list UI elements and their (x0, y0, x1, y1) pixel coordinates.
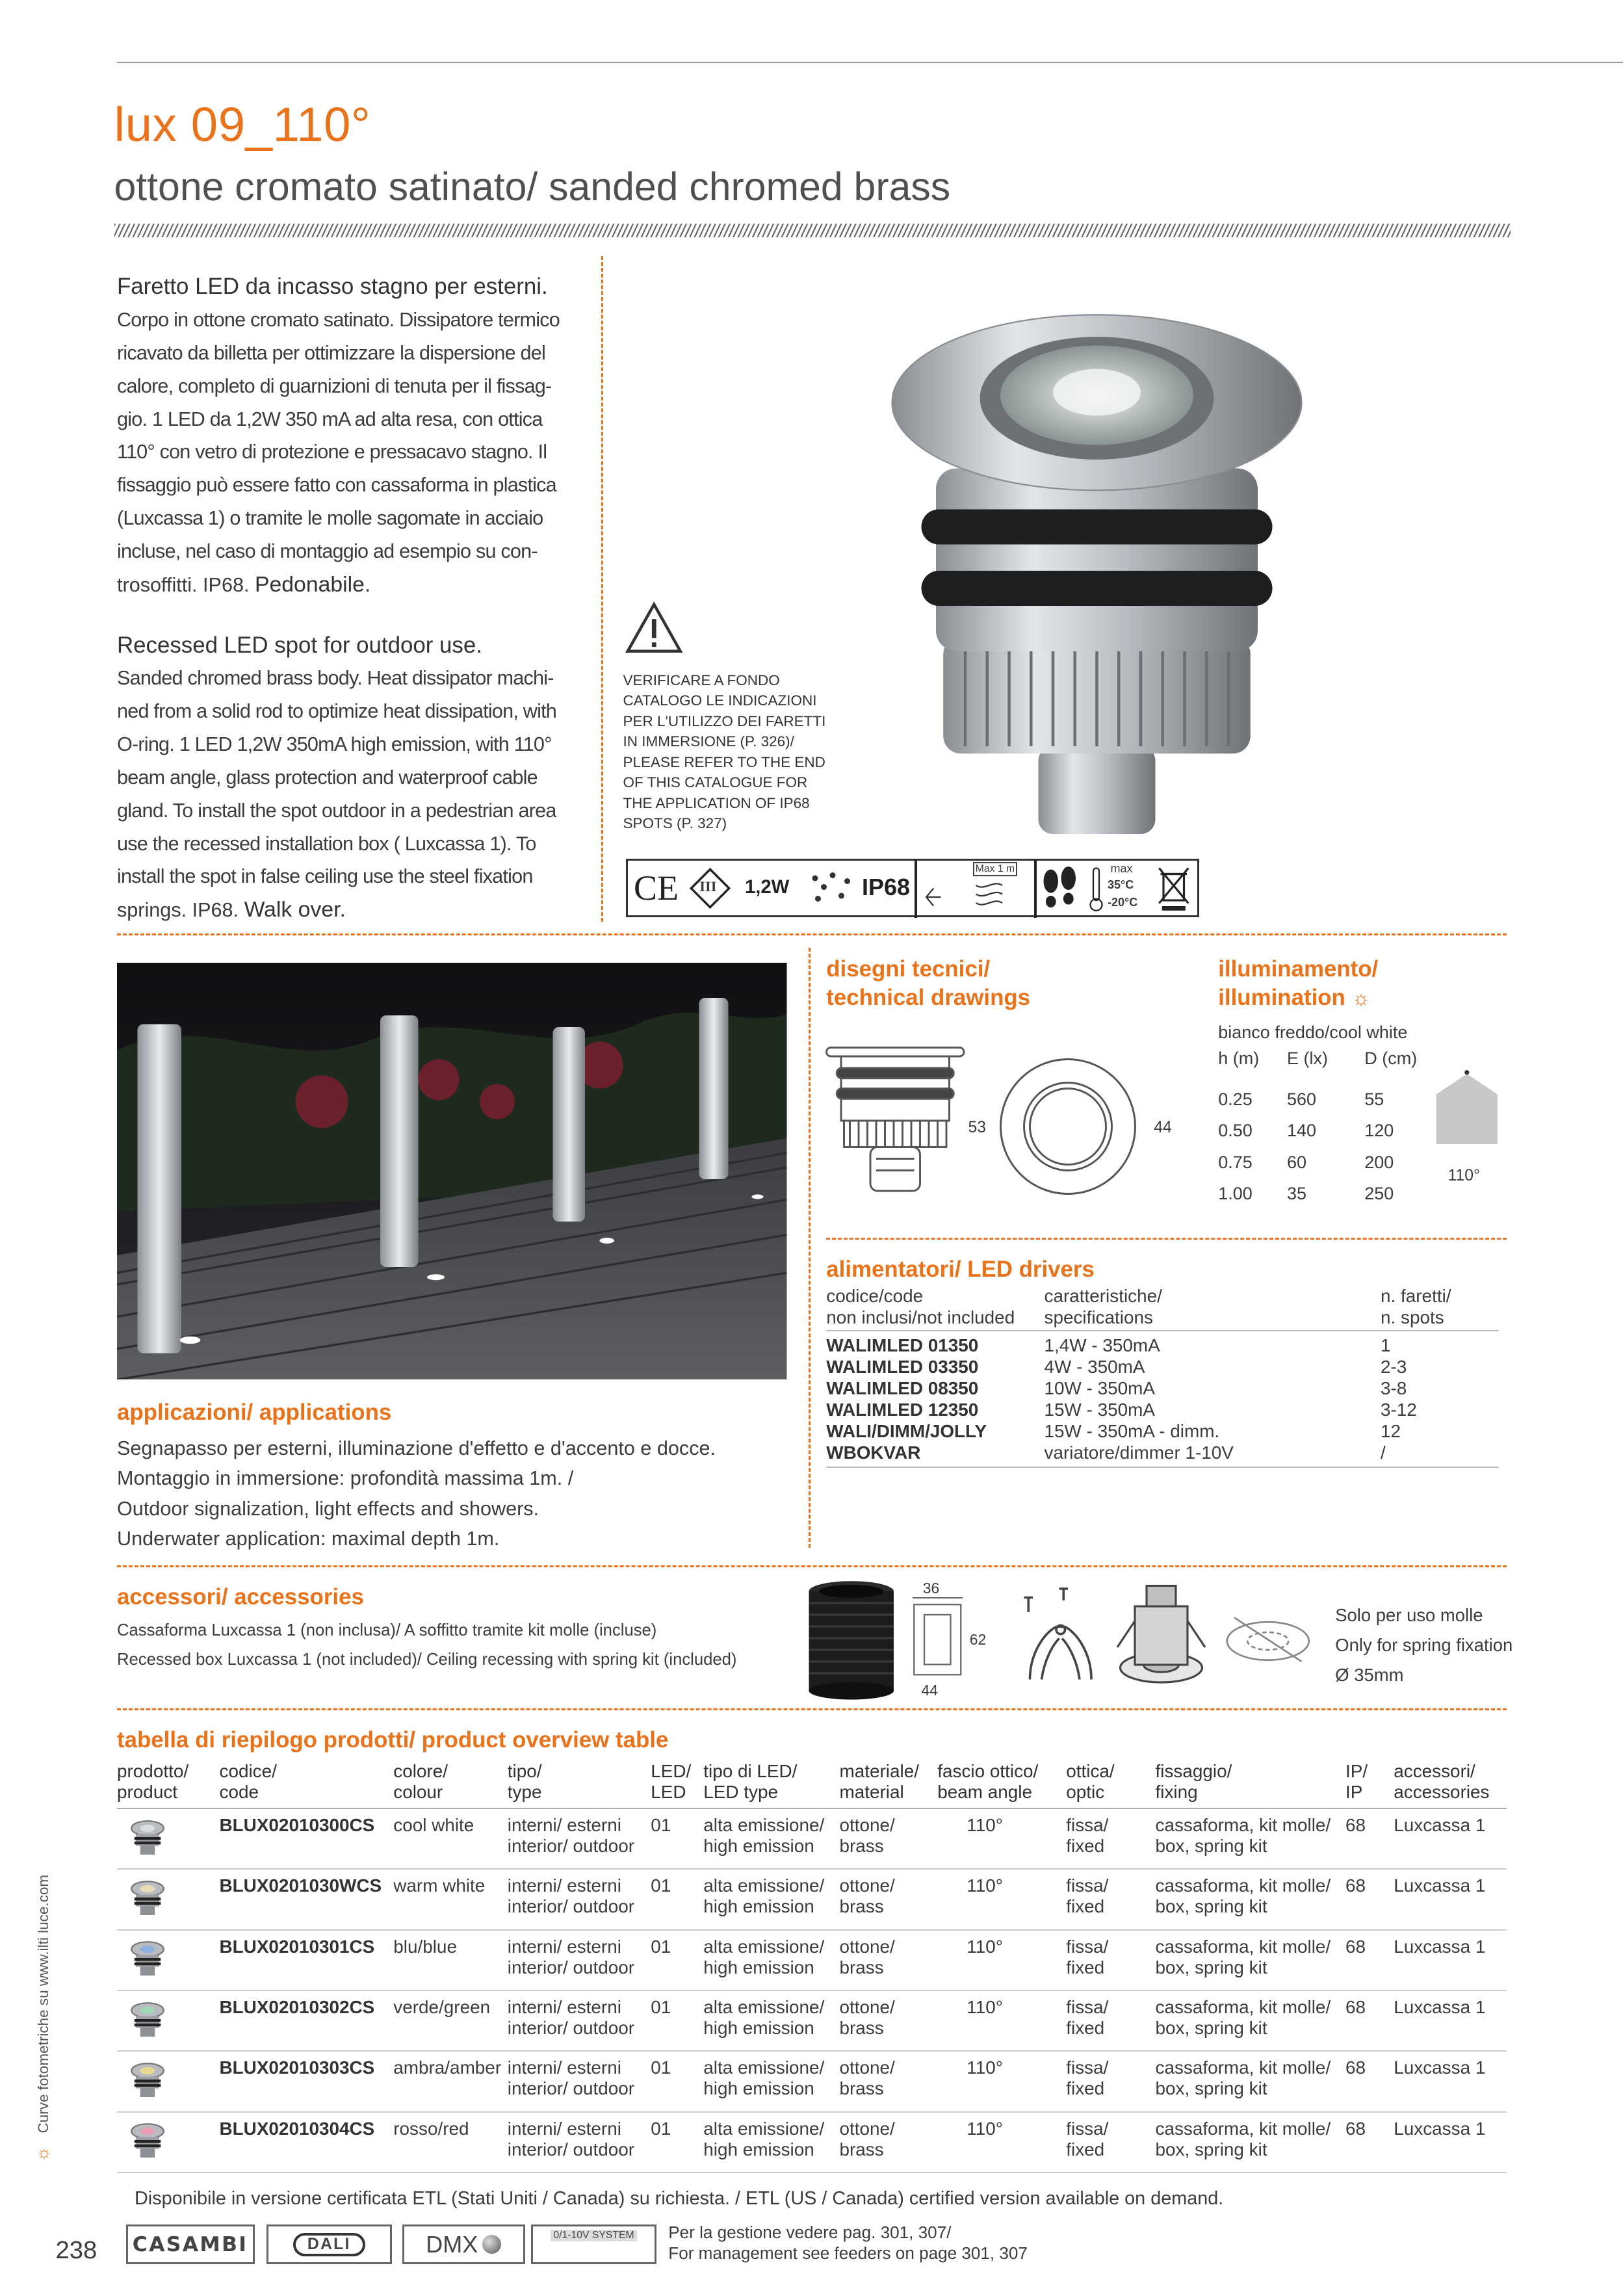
driver-row (826, 1378, 1499, 1400)
overview-cell-code: BLUX02010304CS (219, 2118, 375, 2139)
overview-header-cell: accessori/ accessories (1394, 1761, 1490, 1802)
overview-cell-optic: fissa/ fixed (1066, 2057, 1109, 2099)
description-line: Sanded chromed brass body. Heat dissipator machi- (117, 667, 554, 690)
overview-cell-type: interni/ esterni interior/ outdoor (507, 2118, 635, 2159)
overview-cell-accessory: Luxcassa 1 (1394, 1815, 1486, 1835)
analog-dimming-logo: 0/1-10V SYSTEM (531, 2224, 657, 2264)
illumination-cell: 60 (1287, 1152, 1307, 1172)
overview-cell-accessory: Luxcassa 1 (1394, 1875, 1486, 1896)
overview-cell-ip: 68 (1345, 1997, 1366, 2018)
overview-cell-ip: 68 (1345, 1815, 1366, 1835)
overview-header-cell: codice/ code (219, 1761, 277, 1802)
illumination-cell: 0.75 (1218, 1152, 1253, 1172)
overview-cell-fixing: cassaforma, kit molle/ box, spring kit (1155, 2057, 1331, 2099)
spot-thumbnail-icon (130, 1820, 165, 1858)
warning-line: VERIFICARE A FONDO (623, 672, 780, 688)
warning-line: THE APPLICATION OF IP68 (623, 794, 810, 811)
description-line: install the spot in false ceiling use the steel fixation (117, 865, 533, 888)
immersion-icon: Max 1 m (915, 859, 1037, 918)
overview-table-header (117, 1761, 1507, 1809)
dimension-53: 53 (968, 1119, 987, 1136)
overview-cell-optic: fissa/ fixed (1066, 2118, 1109, 2159)
overview-header-cell: tipo/ type (507, 1761, 542, 1802)
spot-thumbnail-icon (130, 2002, 165, 2040)
divider-drivers (826, 1238, 1506, 1240)
overview-cell-optic: fissa/ fixed (1066, 1875, 1109, 1917)
photometric-curves-note: ☼ Curve fotometriche su www.ilti luce.com (32, 1874, 52, 2162)
overview-cell-optic: fissa/ fixed (1066, 1936, 1109, 1977)
overview-row (117, 1870, 1507, 1930)
overview-cell-fixing: cassaforma, kit molle/ box, spring kit (1155, 1815, 1331, 1856)
illumination-cell: 55 (1364, 1089, 1384, 1109)
overview-cell-fixing: cassaforma, kit molle/ box, spring kit (1155, 1997, 1331, 2038)
description-line: 110° con vetro di protezione e pressacavo stagno. Il (117, 441, 547, 463)
description-line: incluse, nel caso di montaggio ad esempio su con- (117, 540, 538, 562)
description-it (117, 270, 585, 601)
overview-header-cell: ottica/ optic (1066, 1761, 1115, 1802)
dmx-sphere-icon (482, 2235, 501, 2254)
hatched-rule (114, 224, 1511, 237)
overview-cell-ip: 68 (1345, 1875, 1366, 1896)
driver-cell: 15W - 350mA - dimm. (1044, 1420, 1220, 1441)
overview-cell-ip: 68 (1345, 1936, 1366, 1957)
top-view-drawing (998, 1056, 1138, 1203)
driver-cell: variatore/dimmer 1-10V (1044, 1442, 1234, 1463)
driver-cell: 2-3 (1381, 1357, 1407, 1377)
page-subtitle: ottone cromato satinato/ sanded chromed brass (114, 164, 951, 209)
description-line: O-ring. 1 LED 1,2W 350mA high emission, with 110° (117, 733, 552, 756)
casambi-logo: CASAMBI (126, 2224, 255, 2264)
overview-cell-code: BLUX02010302CS (219, 1997, 375, 2018)
description-line: beam angle, glass protection and waterproof cable (117, 766, 538, 789)
description-en-last: springs. IP68. Walk over. (117, 897, 346, 922)
warning-line: CATALOGO LE INDICAZIONI (623, 692, 817, 709)
overview-cell-type: interni/ esterni interior/ outdoor (507, 1936, 635, 1977)
luxcassa-section-drawing (913, 1603, 963, 1676)
overview-header-cell: materiale/ material (839, 1761, 919, 1802)
overview-cell-accessory: Luxcassa 1 (1394, 1997, 1486, 2018)
illumination-color: bianco freddo/cool white (1218, 1022, 1408, 1042)
overview-cell-led-type: alta emissione/ high emission (703, 2057, 825, 2099)
description-line: fissaggio può essere fatto con cassaforma in plastica (117, 474, 556, 497)
driver-cell: 3-12 (1381, 1399, 1417, 1420)
illumination-cell: 0.50 (1218, 1121, 1253, 1141)
overview-cell-led-type: alta emissione/ high emission (703, 1936, 825, 1977)
description-it-last: trosoffitti. IP68. Pedonabile. (117, 571, 371, 597)
description-line: (Luxcassa 1) o tramite le molle sagomate in acciaio (117, 507, 543, 530)
weee-bin-icon (1158, 865, 1190, 918)
overview-cell-material: ottone/ brass (839, 1997, 895, 2038)
illumination-table: h (m) E (lx) D (cm) 0.25 560 55 0.50 140 120 0.75 60 200 1.00 35 250 (1218, 1049, 1438, 1215)
vertical-divider-top (601, 256, 603, 922)
ce-mark: CE (634, 868, 679, 907)
description-line: use the recessed installation box ( Luxcassa 1). To (117, 832, 536, 855)
spot-thumbnail-icon (130, 1940, 165, 1979)
illumination-cell: 35 (1287, 1183, 1307, 1203)
illumination-row (1218, 1153, 1438, 1184)
drivers-heading: alimentatori/ LED drivers (826, 1256, 1095, 1282)
management-note: Per la gestione vedere pag. 301, 307/ For management see feeders on page 301, 307 (668, 2222, 1028, 2263)
description-line: gland. To install the spot outdoor in a pedestrian area (117, 799, 556, 822)
driver-row (826, 1357, 1499, 1378)
driver-row (826, 1442, 1499, 1464)
overview-cell-accessory: Luxcassa 1 (1394, 1936, 1486, 1957)
description-line: Corpo in ottone cromato satinato. Dissipatore termico (117, 309, 560, 332)
driver-cell: 10W - 350mA (1044, 1378, 1156, 1399)
page-number: 238 (55, 2236, 97, 2265)
overview-header-cell: IP/ IP (1345, 1761, 1368, 1802)
overview-cell-type: interni/ esterni interior/ outdoor (507, 2057, 635, 2099)
overview-header-cell: colore/ colour (393, 1761, 448, 1802)
accessories-heading: accessori/ accessories (117, 1584, 364, 1610)
divider-2 (117, 1565, 1507, 1567)
overview-cell-type: interni/ esterni interior/ outdoor (507, 1997, 635, 2038)
product-photo (877, 307, 1316, 855)
overview-cell-led: 01 (651, 1997, 671, 2018)
overview-cell-code: BLUX02010303CS (219, 2057, 375, 2078)
overview-cell-fixing: cassaforma, kit molle/ box, spring kit (1155, 2118, 1331, 2159)
application-line: Montaggio in immersione: profondità massima 1m. / (117, 1467, 574, 1490)
overview-cell-accessory: Luxcassa 1 (1394, 2057, 1486, 2078)
driver-cell: WALI/DIMM/JOLLY (826, 1420, 987, 1441)
overview-cell-beam: 110° (967, 2057, 1003, 2078)
ip-rating: IP68 (862, 874, 911, 900)
overview-cell-optic: fissa/ fixed (1066, 1815, 1109, 1856)
driver-cell: WALIMLED 03350 (826, 1357, 979, 1377)
illumination-cell: 250 (1364, 1183, 1394, 1203)
overview-cell-colour: warm white (393, 1875, 486, 1896)
illumination-cell: 1.00 (1218, 1183, 1253, 1203)
warning-line: PLEASE REFER TO THE END (623, 753, 825, 770)
application-line: Underwater application: maximal depth 1m. (117, 1528, 500, 1550)
driver-cell: 1,4W - 350mA (1044, 1335, 1160, 1356)
overview-heading: tabella di riepilogo prodotti/ product overview table (117, 1727, 669, 1753)
etl-note: Disponibile in versione certificata ETL (Stati Uniti / Canada) su richiesta. / ETL (US / Canada) certified version available on demand. (135, 2188, 1224, 2209)
overview-cell-fixing: cassaforma, kit molle/ box, spring kit (1155, 1875, 1331, 1917)
driver-cell: 12 (1381, 1420, 1401, 1441)
illumination-cell: 120 (1364, 1121, 1394, 1141)
vertical-divider-middle (809, 948, 811, 1548)
beam-angle-label: 110° (1448, 1167, 1480, 1185)
overview-cell-code: BLUX02010300CS (219, 1815, 375, 1835)
overview-row (117, 1809, 1507, 1870)
overview-header-cell: fissaggio/ fixing (1155, 1761, 1232, 1802)
driver-cell: WALIMLED 01350 (826, 1335, 979, 1356)
page-title: lux 09_110° (114, 97, 371, 151)
overview-cell-material: ottone/ brass (839, 1875, 895, 1917)
side-view-drawing (824, 1045, 967, 1214)
driver-cell: WBOKVAR (826, 1442, 921, 1463)
overview-cell-fixing: cassaforma, kit molle/ box, spring kit (1155, 1936, 1331, 1977)
beam-cone-diagram (1433, 1068, 1501, 1153)
illumination-row (1218, 1121, 1438, 1152)
accessory-dim-62: 62 (969, 1630, 987, 1648)
description-it-heading: Faretto LED da incasso stagno per esterni. (117, 274, 548, 300)
ip-dust-water-icon (803, 867, 859, 911)
overview-cell-led: 01 (651, 2118, 671, 2139)
warning-triangle-icon (623, 600, 685, 662)
description-line: gio. 1 LED da 1,2W 350 mA ad alta resa, con ottica (117, 408, 543, 430)
illumination-row (1218, 1089, 1438, 1121)
overview-cell-led: 01 (651, 2057, 671, 2078)
dimension-44: 44 (1154, 1119, 1172, 1136)
warning-line: OF THIS CATALOGUE FOR (623, 774, 808, 790)
drivers-table: codice/code non inclusi/not included caratteristiche/ specifications n. faretti/ n. spots WALIMLED 01350 1,4W - 350mA 1 WALIMLED 03350 4W - 350mA 2-3 WALIMLED 08350 10W - 350mA 3-8 WALIMLED 12350 15W - 350mA 3-12 WALI/DIMM/JOLLY 15W - 350mA - dimm. 12 WBOKVAR variatore/dimmer 1-10V / (826, 1286, 1499, 1468)
driver-row (826, 1421, 1499, 1442)
overview-header-cell: prodotto/ product (117, 1761, 189, 1802)
overview-cell-material: ottone/ brass (839, 1936, 895, 1977)
overview-cell-led: 01 (651, 1936, 671, 1957)
overview-cell-colour: verde/green (393, 1997, 491, 2018)
accessory-dim-44: 44 (921, 1682, 939, 1699)
driver-row (826, 1335, 1499, 1357)
overview-cell-beam: 110° (967, 1815, 1003, 1835)
certification-strip (626, 859, 1199, 917)
spot-thumbnail-icon (130, 2062, 165, 2100)
overview-cell-led: 01 (651, 1875, 671, 1896)
description-line: ned from a solid rod to optimize heat dissipation, with (117, 700, 557, 723)
driver-cell: WALIMLED 12350 (826, 1399, 979, 1420)
warning-line: PER L'UTILIZZO DEI FARETTI (623, 712, 826, 729)
overview-row (117, 2052, 1507, 2112)
accessory-note: Solo per uso molle Only for spring fixation Ø 35mm (1335, 1604, 1513, 1686)
class-iii-icon: III (690, 868, 731, 909)
illumination-heading: illuminamento/ illumination ☼ (1218, 956, 1379, 1010)
overview-row (117, 1931, 1507, 1991)
illumination-cell: 200 (1364, 1152, 1394, 1172)
walk-over-icon (1041, 867, 1079, 917)
divider-3 (117, 1708, 1507, 1710)
spring-kit-image (1015, 1583, 1103, 1694)
overview-cell-material: ottone/ brass (839, 2057, 895, 2099)
illumination-cell: 0.25 (1218, 1089, 1253, 1109)
overview-cell-colour: rosso/red (393, 2118, 469, 2139)
overview-cell-beam: 110° (967, 1875, 1003, 1896)
temperature-max-label: max (1110, 862, 1133, 875)
applications-heading: applicazioni/ applications (117, 1400, 392, 1425)
overview-cell-colour: cool white (393, 1815, 474, 1835)
overview-cell-ip: 68 (1345, 2118, 1366, 2139)
overview-cell-ip: 68 (1345, 2057, 1366, 2078)
warning-line: SPOTS (P. 327) (623, 815, 727, 831)
description-it-lines (117, 304, 585, 568)
overview-row (117, 2113, 1507, 2173)
overview-cell-code: BLUX02010301CS (219, 1936, 375, 1957)
overview-row (117, 1991, 1507, 2052)
sun-icon: ☼ (32, 2145, 52, 2162)
accessory-dim-36: 36 (922, 1579, 940, 1597)
spot-with-springs-image (1111, 1577, 1211, 1703)
illumination-cell: 140 (1287, 1121, 1317, 1141)
drawings-heading: disegni tecnici/ technical drawings (826, 956, 1031, 1010)
overview-header-cell: tipo di LED/ LED type (703, 1761, 798, 1802)
description-line: ricavato da billetta per ottimizzare la dispersione del (117, 341, 545, 364)
overview-table (117, 1761, 1507, 2173)
overview-table-body (117, 1809, 1507, 2173)
spot-thumbnail-icon (130, 2122, 165, 2161)
overview-cell-led-type: alta emissione/ high emission (703, 1997, 825, 2038)
application-line: Segnapasso per esterni, illuminazione d'effetto e d'accento e docce. (117, 1437, 716, 1459)
driver-cell: 1 (1381, 1335, 1391, 1356)
overview-cell-material: ottone/ brass (839, 2118, 895, 2159)
overview-cell-material: ottone/ brass (839, 1815, 895, 1856)
thermometer-icon (1087, 865, 1105, 918)
accessories-text: Cassaforma Luxcassa 1 (non inclusa)/ A soffitto tramite kit molle (incluse) Recessed box Luxcassa 1 (not included)/ Ceiling recessing with spring kit (included) (117, 1621, 737, 1669)
application-line: Outdoor signalization, light effects and showers. (117, 1497, 539, 1520)
driver-cell: 4W - 350mA (1044, 1357, 1145, 1377)
driver-cell: WALIMLED 08350 (826, 1378, 979, 1399)
description-en (117, 629, 585, 928)
driver-cell: / (1381, 1442, 1386, 1463)
top-rule (117, 62, 1623, 63)
overview-cell-led-type: alta emissione/ high emission (703, 2118, 825, 2159)
warning-line: IN IMMERSIONE (P. 326)/ (623, 733, 794, 750)
divider-1 (117, 933, 1507, 935)
illumination-row (1218, 1184, 1438, 1215)
spot-thumbnail-icon (130, 1880, 165, 1918)
warning-text (623, 670, 826, 834)
applications-text (117, 1433, 716, 1554)
power-label: 1,2W (745, 876, 790, 898)
dali-logo: DALI (266, 2224, 393, 2264)
luxcassa-box-image (806, 1580, 897, 1706)
overview-cell-type: interni/ esterni interior/ outdoor (507, 1875, 635, 1917)
description-en-lines (117, 662, 585, 893)
sun-icon: ☼ (1351, 985, 1371, 1010)
temperature-low: -20°C (1108, 895, 1138, 909)
driver-cell: 3-8 (1381, 1378, 1407, 1399)
overview-cell-accessory: Luxcassa 1 (1394, 2118, 1486, 2139)
overview-cell-led-type: alta emissione/ high emission (703, 1815, 825, 1856)
overview-cell-code: BLUX0201030WCS (219, 1875, 382, 1896)
overview-cell-colour: ambra/amber (393, 2057, 502, 2078)
overview-cell-beam: 110° (967, 1997, 1003, 2018)
overview-cell-type: interni/ esterni interior/ outdoor (507, 1815, 635, 1856)
description-line: calore, completo di guarnizioni di tenuta per il fissag- (117, 374, 552, 397)
overview-cell-optic: fissa/ fixed (1066, 1997, 1109, 2038)
overview-header-cell: fascio ottico/ beam angle (937, 1761, 1039, 1802)
overview-header-cell: LED/ LED (651, 1761, 692, 1802)
overview-cell-colour: blu/blue (393, 1936, 457, 1957)
illumination-cell: 560 (1287, 1089, 1317, 1109)
driver-row (826, 1400, 1499, 1421)
overview-cell-beam: 110° (967, 1936, 1003, 1957)
application-photo (117, 963, 787, 1379)
overview-cell-beam: 110° (967, 2118, 1003, 2139)
overview-cell-led-type: alta emissione/ high emission (703, 1875, 825, 1917)
ceiling-hole-drawing (1223, 1609, 1314, 1673)
temperature-high: 35°C (1108, 878, 1134, 891)
accessory-dim-line-36 (913, 1597, 963, 1598)
description-en-heading: Recessed LED spot for outdoor use. (117, 632, 482, 658)
driver-cell: 15W - 350mA (1044, 1399, 1156, 1420)
overview-cell-led: 01 (651, 1815, 671, 1835)
dmx-logo: DMX (402, 2224, 525, 2264)
